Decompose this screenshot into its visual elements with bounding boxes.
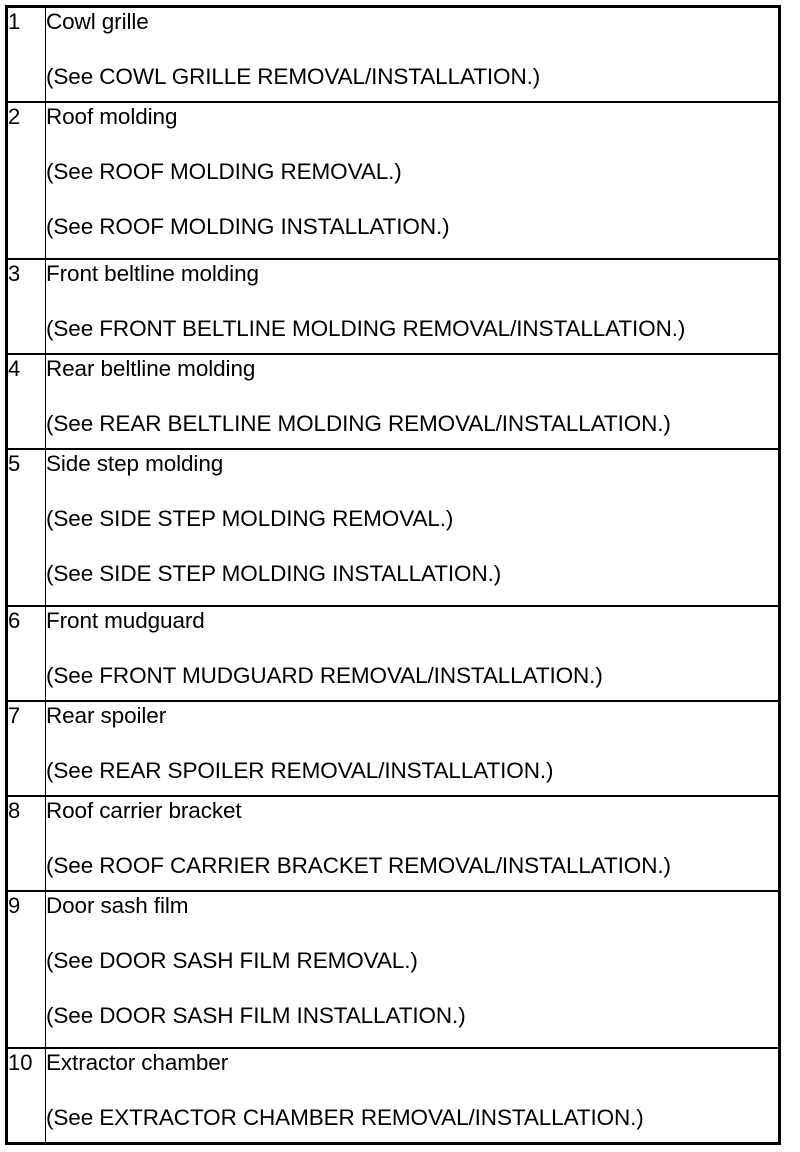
procedure-reference: (See ROOF CARRIER BRACKET REMOVAL/INSTALLATION.): [46, 852, 671, 878]
item-number: 1: [7, 7, 46, 103]
item-description: [46, 7, 780, 103]
item-description: [46, 891, 780, 1048]
item-number: 10: [7, 1048, 46, 1144]
part-name: Extractor chamber: [46, 1049, 229, 1075]
table-row: [7, 606, 780, 701]
table-row: [7, 449, 780, 606]
part-name: Rear spoiler: [46, 703, 167, 728]
part-name: Front beltline molding: [46, 261, 259, 287]
procedure-reference: (See COWL GRILLE REMOVAL/INSTALLATION.): [46, 64, 541, 89]
item-description: [46, 796, 780, 891]
part-name: Roof molding: [46, 104, 178, 129]
part-name: Rear beltline molding: [46, 356, 256, 382]
procedure-reference: (See SIDE STEP MOLDING INSTALLATION.): [46, 560, 502, 586]
item-number: 6: [7, 606, 46, 701]
procedure-reference: (See EXTRACTOR CHAMBER REMOVAL/INSTALLATION.): [46, 1104, 644, 1130]
procedure-reference: (See SIDE STEP MOLDING REMOVAL.): [46, 505, 454, 531]
procedure-reference: (See ROOF MOLDING INSTALLATION.): [46, 214, 450, 239]
part-name: Front mudguard: [46, 608, 205, 634]
part-name: Side step molding: [46, 450, 224, 476]
part-name: Door sash film: [46, 892, 189, 918]
procedure-reference: (See DOOR SASH FILM INSTALLATION.): [46, 1002, 466, 1028]
item-description: [46, 701, 780, 796]
table-row: [7, 891, 780, 1048]
procedure-reference: (See REAR BELTLINE MOLDING REMOVAL/INSTALLATION.): [46, 411, 671, 437]
item-number: 2: [7, 102, 46, 259]
item-number: 3: [7, 259, 46, 354]
table-row: [7, 354, 780, 449]
item-description: [46, 449, 780, 606]
part-name: Cowl grille: [46, 9, 149, 34]
table-row: [7, 701, 780, 796]
table-row: [7, 1048, 780, 1144]
item-number: 9: [7, 891, 46, 1048]
item-number: 8: [7, 796, 46, 891]
procedure-reference: (See FRONT BELTLINE MOLDING REMOVAL/INSTALLATION.): [46, 316, 686, 342]
table-row: [7, 796, 780, 891]
item-number: 5: [7, 449, 46, 606]
item-description: [46, 354, 780, 449]
item-description: [46, 259, 780, 354]
item-description: [46, 1048, 780, 1144]
item-description: [46, 102, 780, 259]
table-row: [7, 259, 780, 354]
procedure-reference: (See FRONT MUDGUARD REMOVAL/INSTALLATION.): [46, 663, 603, 689]
item-number: 4: [7, 354, 46, 449]
procedure-reference: (See REAR SPOILER REMOVAL/INSTALLATION.): [46, 758, 554, 783]
item-number: 7: [7, 701, 46, 796]
procedure-reference: (See DOOR SASH FILM REMOVAL.): [46, 947, 418, 973]
item-description: [46, 606, 780, 701]
procedure-reference: (See ROOF MOLDING REMOVAL.): [46, 159, 402, 184]
table-row: [7, 7, 780, 103]
parts-reference-table: [5, 5, 781, 1145]
part-name: Roof carrier bracket: [46, 797, 242, 823]
table-row: [7, 102, 780, 259]
